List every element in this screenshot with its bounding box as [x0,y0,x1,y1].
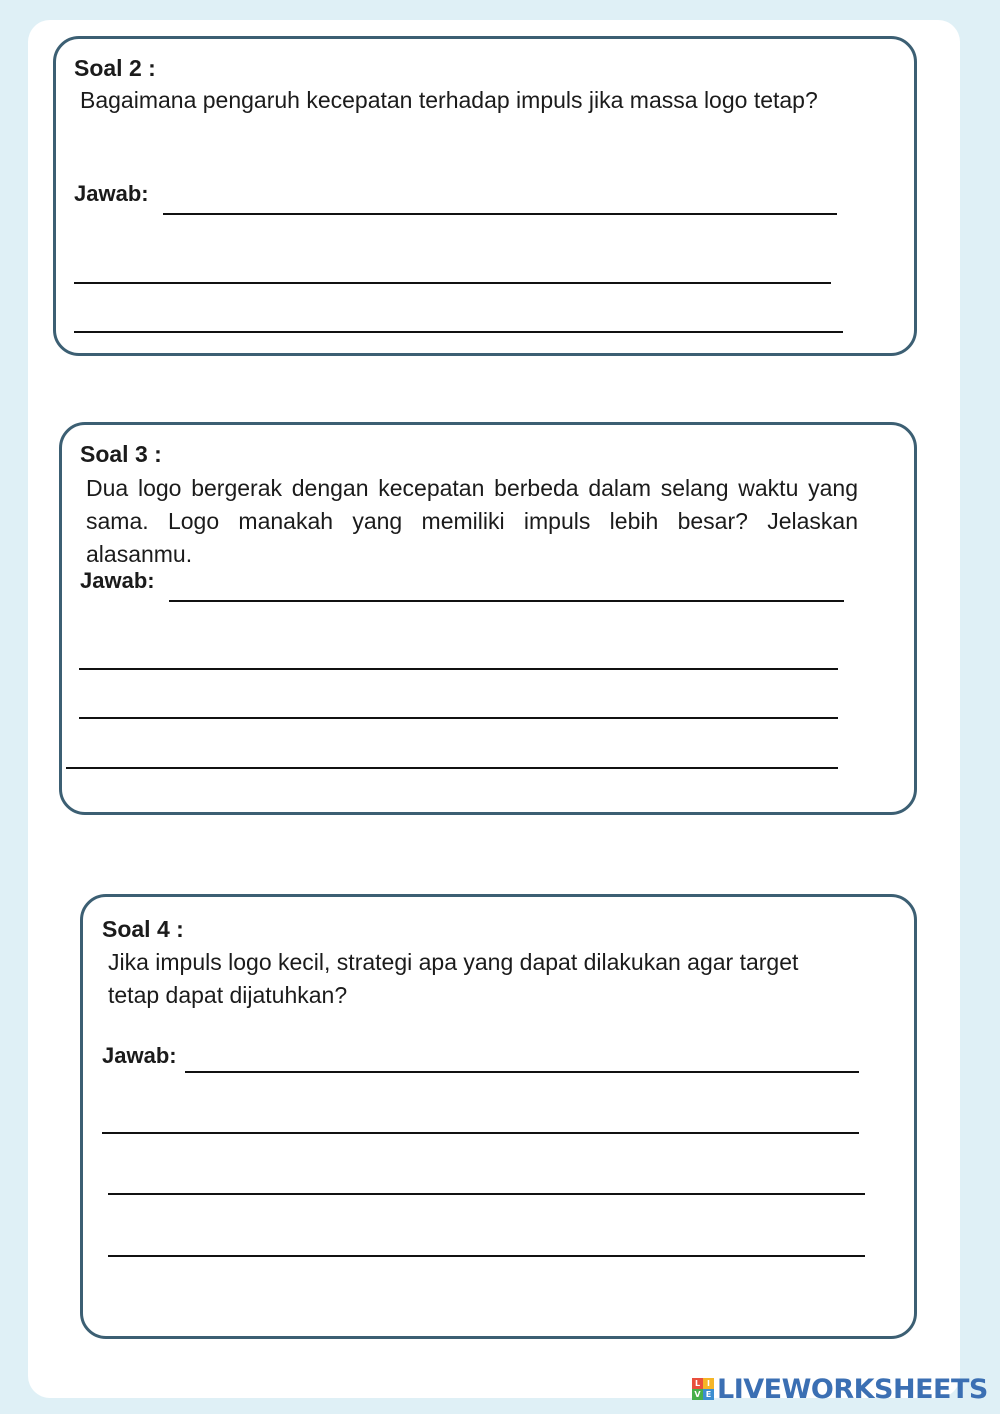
question-3-text: Dua logo bergerak dengan kecepatan berbeda dalam selang waktu yang sama. Logo manakah yang memiliki impuls lebih besar? Jelaskan alasanmu. [86,475,858,567]
liveworksheets-logo [692,1374,988,1404]
answer-line[interactable] [74,282,831,284]
answer-line[interactable] [66,767,838,769]
worksheet-page [28,20,960,1398]
question-4-text: Jika impuls logo kecil, strategi apa yang dapat dilakukan agar target tetap dapat dijatuhkan? [108,949,799,1008]
question-3-answer-label: Jawab: [80,568,155,593]
liveworksheets-wordmark: LIVEWORKSHEETS [717,1373,988,1405]
question-3-title: Soal 3 : [80,441,162,467]
answer-line[interactable] [102,1132,859,1134]
answer-line[interactable] [185,1071,859,1073]
answer-line[interactable] [163,213,837,215]
liveworksheets-mark-icon: L I V E [692,1378,714,1400]
question-4-answer-label: Jawab: [102,1043,177,1068]
question-2-text: Bagaimana pengaruh kecepatan terhadap impuls jika massa logo tetap? [80,87,818,113]
question-2-answer-label: Jawab: [74,181,149,206]
question-2-title: Soal 2 : [74,55,156,81]
answer-line[interactable] [108,1193,865,1195]
answer-line[interactable] [79,668,838,670]
answer-line[interactable] [74,331,843,333]
answer-line[interactable] [79,717,838,719]
answer-line[interactable] [108,1255,865,1257]
question-4-title: Soal 4 : [102,916,184,942]
answer-line[interactable] [169,600,844,602]
